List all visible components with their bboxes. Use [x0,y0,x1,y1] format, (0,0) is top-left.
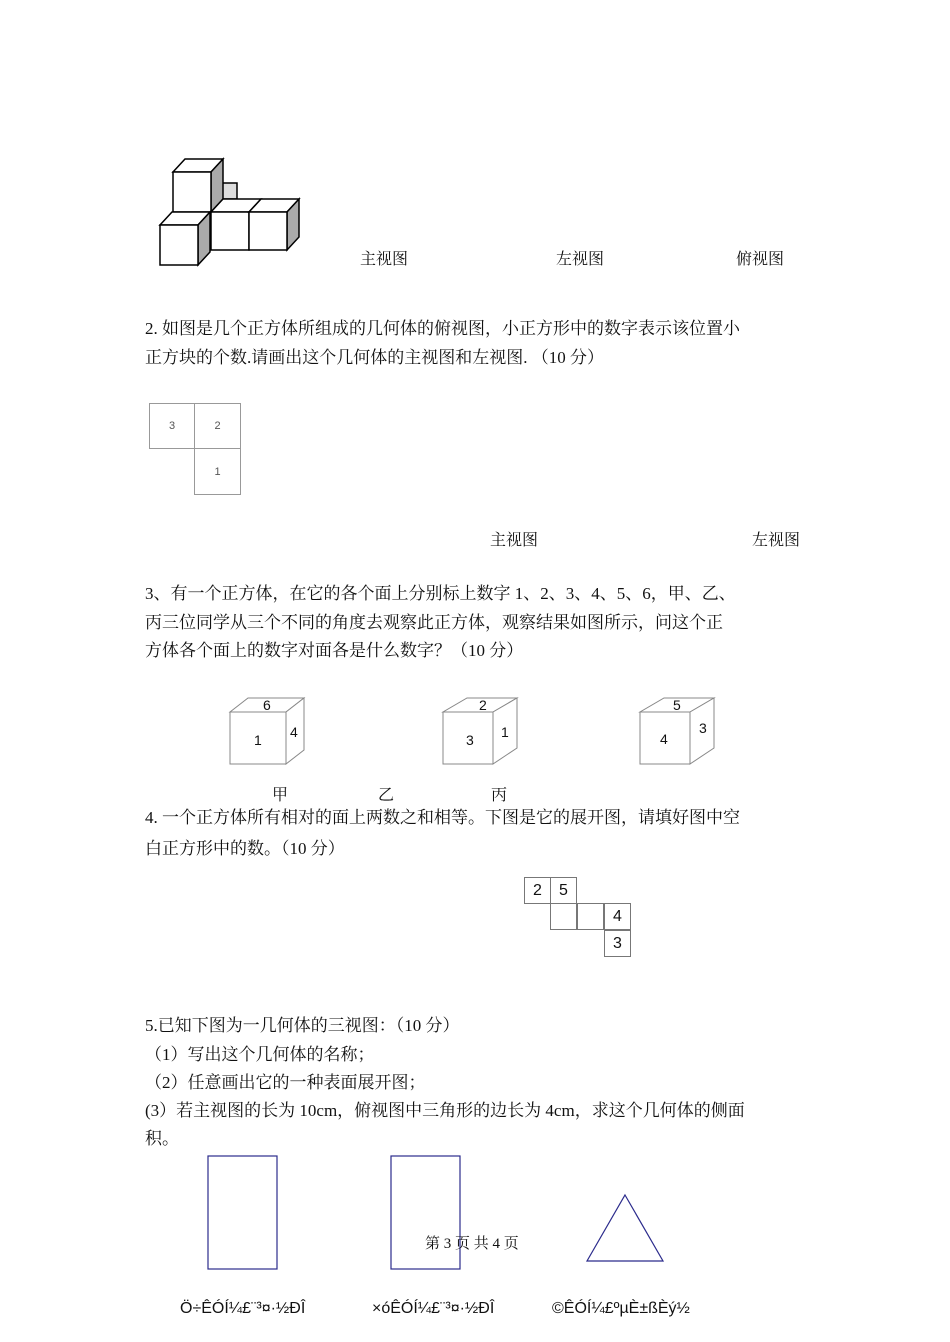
q5-text-line4: (3）若主视图的长为 10cm，俯视图中三角形的边长为 4cm，求这个几何体的侧面 [145,1101,745,1120]
q3-text-line1: 3、有一个正方体，在它的各个面上分别标上数字 1、2、3、4、5、6，甲、乙、 [145,584,736,603]
left-view-rectangle [390,1155,462,1271]
q5-text-line3: （2）任意画出它的一种表面展开图； [145,1073,426,1092]
q5-text-line2: （1）写出这个几何体的名称； [145,1045,375,1064]
net-cell: 4 [604,903,631,930]
cube-bing-side-number: 3 [699,720,707,736]
q2-left-view-label: 左视图 [752,532,801,549]
cube-yi-top-number: 2 [479,697,487,713]
top-view-triangle [585,1192,667,1264]
cube-jia-side-number: 4 [290,724,298,740]
grid-cell: 3 [149,403,195,449]
net-cell: 5 [550,877,577,904]
q4-text-line2: 白正方形中的数。（10 分） [145,839,345,858]
cube-jia-front-number: 1 [254,732,262,748]
cube-name-jia: 甲 [272,787,289,804]
cube-stack-figure [155,155,305,270]
garbled-label-front: Ö÷ÊÓÍ¼£¨³¤·½ÐÎ [180,1300,306,1317]
q3-text-line2: 丙三位同学从三个不同的角度去观察此正方体，观察结果如图所示，问这个正 [145,613,723,632]
cube-bing-front-number: 4 [660,731,668,747]
net-cell: 2 [524,877,551,904]
net-cell [550,903,577,930]
q4-text-line1: 4. 一个正方体所有相对的面上两数之和相等。下图是它的展开图，请填好图中空 [145,808,740,827]
q1-front-view-label: 主视图 [360,251,409,268]
q5-text-line1: 5.已知下图为一几何体的三视图：（10 分） [145,1016,460,1035]
page-footer: 第 3 页 共 4 页 [425,1236,519,1252]
cube-yi-front-number: 3 [466,732,474,748]
grid-cell: 2 [194,403,241,449]
q2-text-line2: 正方块的个数.请画出这个几何体的主视图和左视图. （10 分） [145,348,604,367]
cube-jia-top-number: 6 [263,697,271,713]
garbled-label-left: ×óÊÓÍ¼£¨³¤·½ÐÎ [372,1300,495,1317]
net-cell [577,903,604,930]
garbled-label-top: ©ÊÓÍ¼£ºµÈ±ßÈý½ [552,1300,690,1317]
q2-text-line1: 2. 如图是几个正方体所组成的几何体的俯视图，小正方形中的数字表示该位置小 [145,319,740,338]
cube-bing-top-number: 5 [673,697,681,713]
q1-top-view-label: 俯视图 [736,251,785,268]
grid-cell: 1 [194,448,241,495]
q3-text-line3: 方体各个面上的数字对面各是什么数字？（10 分） [145,641,524,660]
q5-text-line5: 积。 [145,1129,179,1148]
q1-left-view-label: 左视图 [556,251,605,268]
cube-name-yi: 乙 [378,787,395,804]
net-cell: 3 [604,930,631,957]
front-view-rectangle [207,1155,279,1271]
q2-front-view-label: 主视图 [490,532,539,549]
cube-yi-side-number: 1 [501,724,509,740]
cube-name-bing: 丙 [491,787,508,804]
